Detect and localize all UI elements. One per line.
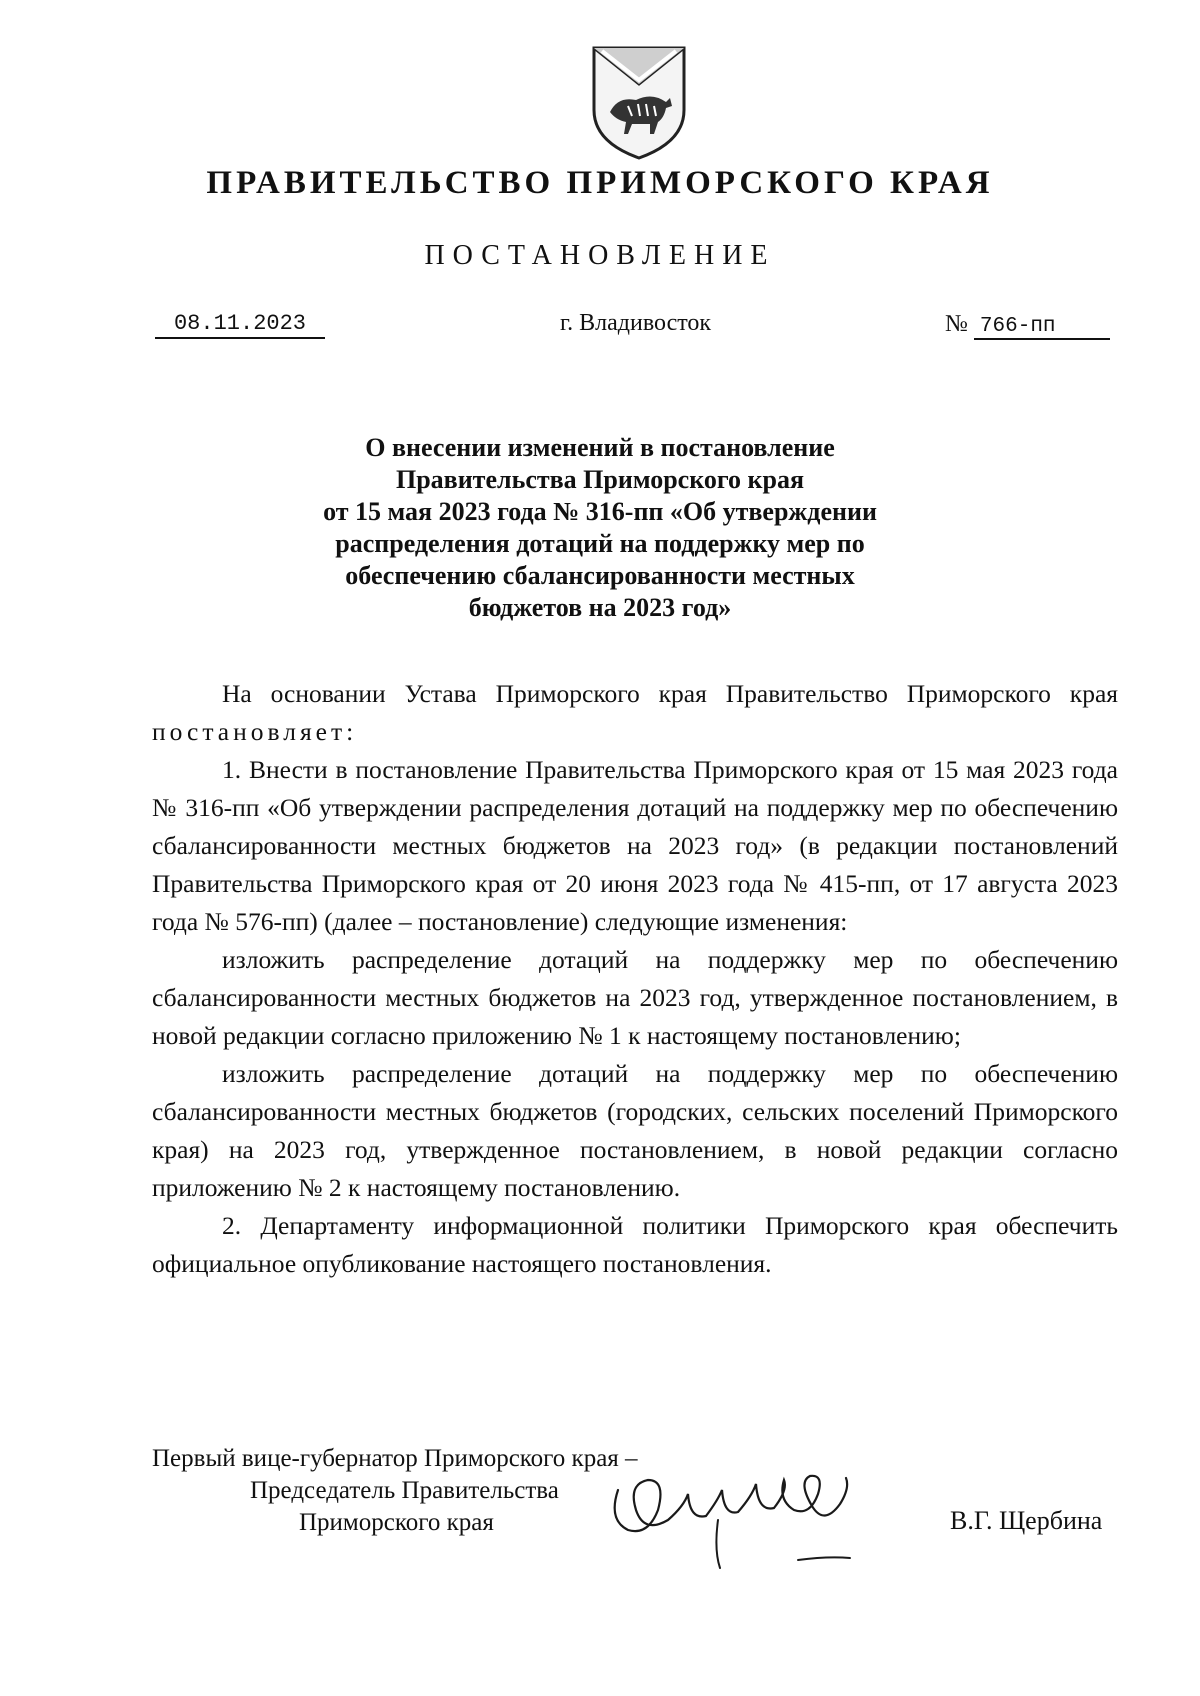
authority-name: ПРАВИТЕЛЬСТВО ПРИМОРСКОГО КРАЯ bbox=[206, 165, 994, 201]
item-2-paragraph: 2. Департаменту информационной политики Приморского края обеспечить официальное опубликование настоящего постановления. bbox=[152, 1211, 1118, 1278]
title-line: обеспечению сбалансированности местных bbox=[345, 561, 855, 590]
document-type: ПОСТАНОВЛЕНИЕ bbox=[424, 240, 776, 271]
position-line: Приморского края bbox=[299, 1509, 494, 1536]
document-date: 08.11.2023 bbox=[155, 311, 325, 339]
preamble-paragraph bbox=[152, 675, 1118, 751]
number-label: № bbox=[945, 311, 968, 337]
item-1a-paragraph: изложить распределение дотаций на поддержку мер по обеспечению сбалансированности местных бюджетов на 2023 год, утвержденное постановлением, в новой редакции согласно приложению № 1 к настоящему постановлению; bbox=[152, 945, 1118, 1050]
signatory-position bbox=[152, 1443, 638, 1539]
document-title bbox=[300, 432, 900, 624]
preamble-keyword: постановляет: bbox=[152, 717, 358, 746]
position-line: Первый вице-губернатор Приморского края – bbox=[152, 1445, 638, 1472]
coat-of-arms-icon bbox=[588, 42, 690, 162]
document-body bbox=[152, 675, 1118, 1283]
document-place: г. Владивосток bbox=[560, 310, 712, 336]
signatory-name: В.Г. Щербина bbox=[950, 1506, 1103, 1535]
title-line: О внесении изменений в постановление bbox=[365, 433, 835, 462]
title-line: от 15 мая 2023 года № 316-пп «Об утверждении bbox=[323, 497, 877, 526]
position-line: Председатель Правительства bbox=[250, 1477, 559, 1504]
item-1-paragraph: 1. Внести в постановление Правительства Приморского края от 15 мая 2023 года № 316-пп «Об утверждении распределения дотаций на поддержку мер по обеспечению сбалансированности местных бюджетов на 2023 год» (в редакции постановлений Правительства Приморского края от 20 июня 2023 года № 415-пп, от 17 августа 2023 года № 576-пп) (далее – постановление) следующие изменения: bbox=[152, 755, 1118, 936]
number-value: 766-пп bbox=[974, 315, 1110, 340]
item-1b-paragraph: изложить распределение дотаций на поддержку мер по обеспечению сбалансированности местных бюджетов (городских, сельских поселений Приморского края) на 2023 год, утвержденное постановлением, в новой редакции согласно приложению № 2 к настоящему постановлению. bbox=[152, 1059, 1118, 1202]
title-line: бюджетов на 2023 год» bbox=[468, 593, 732, 622]
document-number bbox=[945, 311, 1110, 340]
preamble-text: На основании Устава Приморского края Правительство Приморского края bbox=[222, 679, 1118, 708]
handwritten-signature bbox=[588, 1450, 918, 1580]
title-line: распределения дотаций на поддержку мер по bbox=[335, 529, 865, 558]
title-line: Правительства Приморского края bbox=[395, 465, 805, 494]
